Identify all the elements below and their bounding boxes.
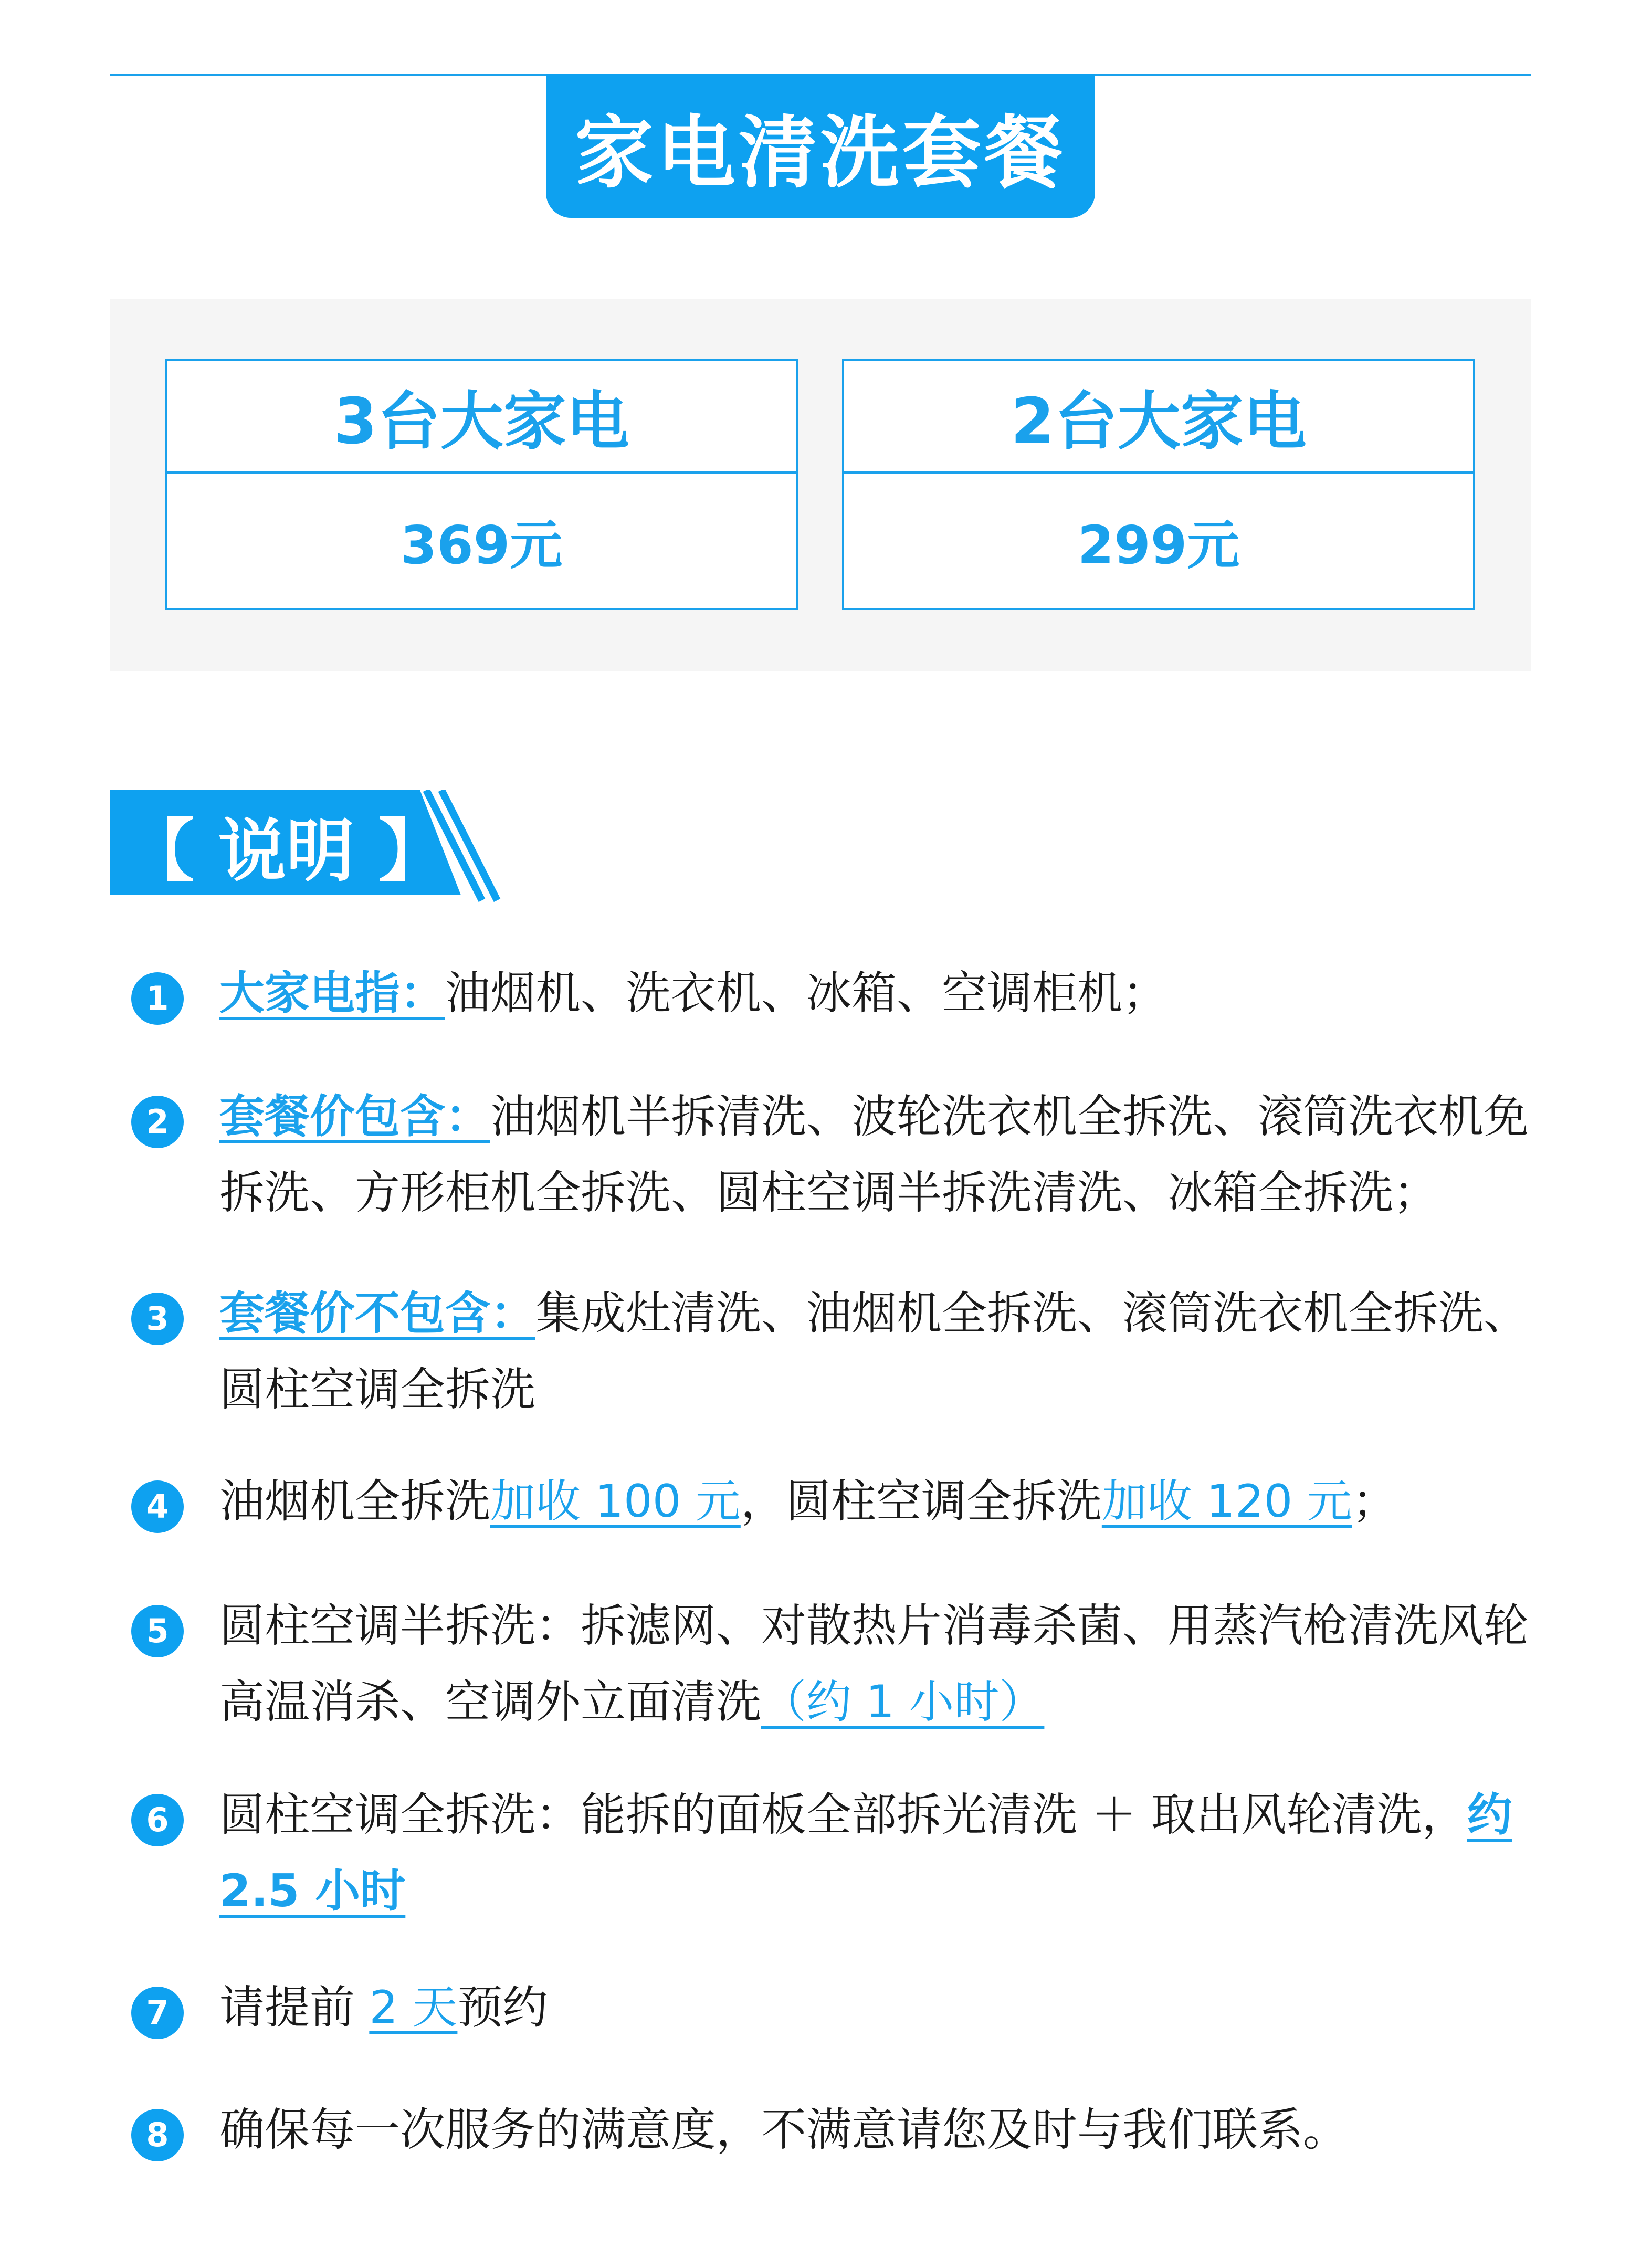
- section-title: 【 说明 】: [126, 811, 447, 891]
- number-badge: 2: [131, 1096, 184, 1148]
- section-header: [110, 790, 635, 900]
- note-item: [131, 1970, 548, 2046]
- note-highlight: 套餐价不包含：: [219, 1287, 535, 1340]
- note-item: [131, 956, 1167, 1032]
- note-text: 油烟机半拆清洗、波轮洗衣机全拆洗、滚筒洗衣机免拆洗、方形柜机全拆洗、圆柱空调半拆洗清洗、冰箱全拆洗；: [219, 1090, 1529, 1219]
- package-card-3: [165, 359, 798, 610]
- note-text: 油烟机、洗衣机、冰箱、空调柜机；: [445, 967, 1167, 1020]
- note-highlight: 约 2.5 小时: [219, 1789, 1512, 1917]
- note-text: 圆柱空调全拆洗：能拆的面板全部拆光清洗 ＋ 取出风轮清洗，: [219, 1789, 1467, 1841]
- note-text: 集成灶清洗、油烟机全拆洗、滚筒洗衣机全拆洗、圆柱空调全拆洗: [219, 1287, 1529, 1416]
- note-highlight: 套餐价包含：: [219, 1090, 490, 1143]
- package-price: 299元: [1077, 514, 1240, 576]
- number-badge: 7: [131, 1987, 184, 2039]
- package-name: 2台大家电: [844, 361, 1473, 474]
- package-price: 369元: [400, 514, 563, 576]
- number-badge: 5: [131, 1605, 184, 1657]
- note-highlight: 加收 100 元: [490, 1475, 741, 1528]
- package-card-2: [842, 359, 1475, 610]
- number-badge: 8: [131, 2109, 184, 2161]
- note-highlight: 大家电指：: [219, 967, 445, 1020]
- note-item: [131, 1777, 1538, 1929]
- note-highlight: （约 1 小时）: [761, 1676, 1045, 1728]
- note-item: [131, 1079, 1538, 1231]
- title-banner: [546, 74, 1095, 218]
- note-text: 圆柱空调半拆洗：拆滤网、对散热片消毒杀菌、用蒸汽枪清洗风轮高温消杀、空调外立面清洗: [219, 1600, 1529, 1728]
- note-item: [131, 1588, 1538, 1740]
- note-text: 请提前: [219, 1981, 370, 2034]
- number-badge: 4: [131, 1480, 184, 1533]
- note-item: [131, 1464, 1397, 1540]
- note-highlight: 加收 120 元: [1101, 1475, 1352, 1528]
- note-text: 确保每一次服务的满意度，不满意请您及时与我们联系。: [219, 2104, 1348, 2156]
- note-text: ；: [1352, 1475, 1397, 1528]
- package-name: 3台大家电: [167, 361, 796, 474]
- note-highlight: 2 天: [369, 1981, 458, 2034]
- page-title: 家电清洗套餐: [574, 107, 1066, 199]
- package-panel: [110, 299, 1531, 671]
- note-text: ，圆柱空调全拆洗: [740, 1475, 1102, 1528]
- note-text: 油烟机全拆洗: [219, 1475, 490, 1528]
- number-badge: 3: [131, 1293, 184, 1345]
- note-text: 预约: [457, 1981, 548, 2034]
- note-item: [131, 2092, 1348, 2168]
- number-badge: 6: [131, 1794, 184, 1846]
- number-badge: 1: [131, 972, 184, 1025]
- note-item: [131, 1276, 1538, 1428]
